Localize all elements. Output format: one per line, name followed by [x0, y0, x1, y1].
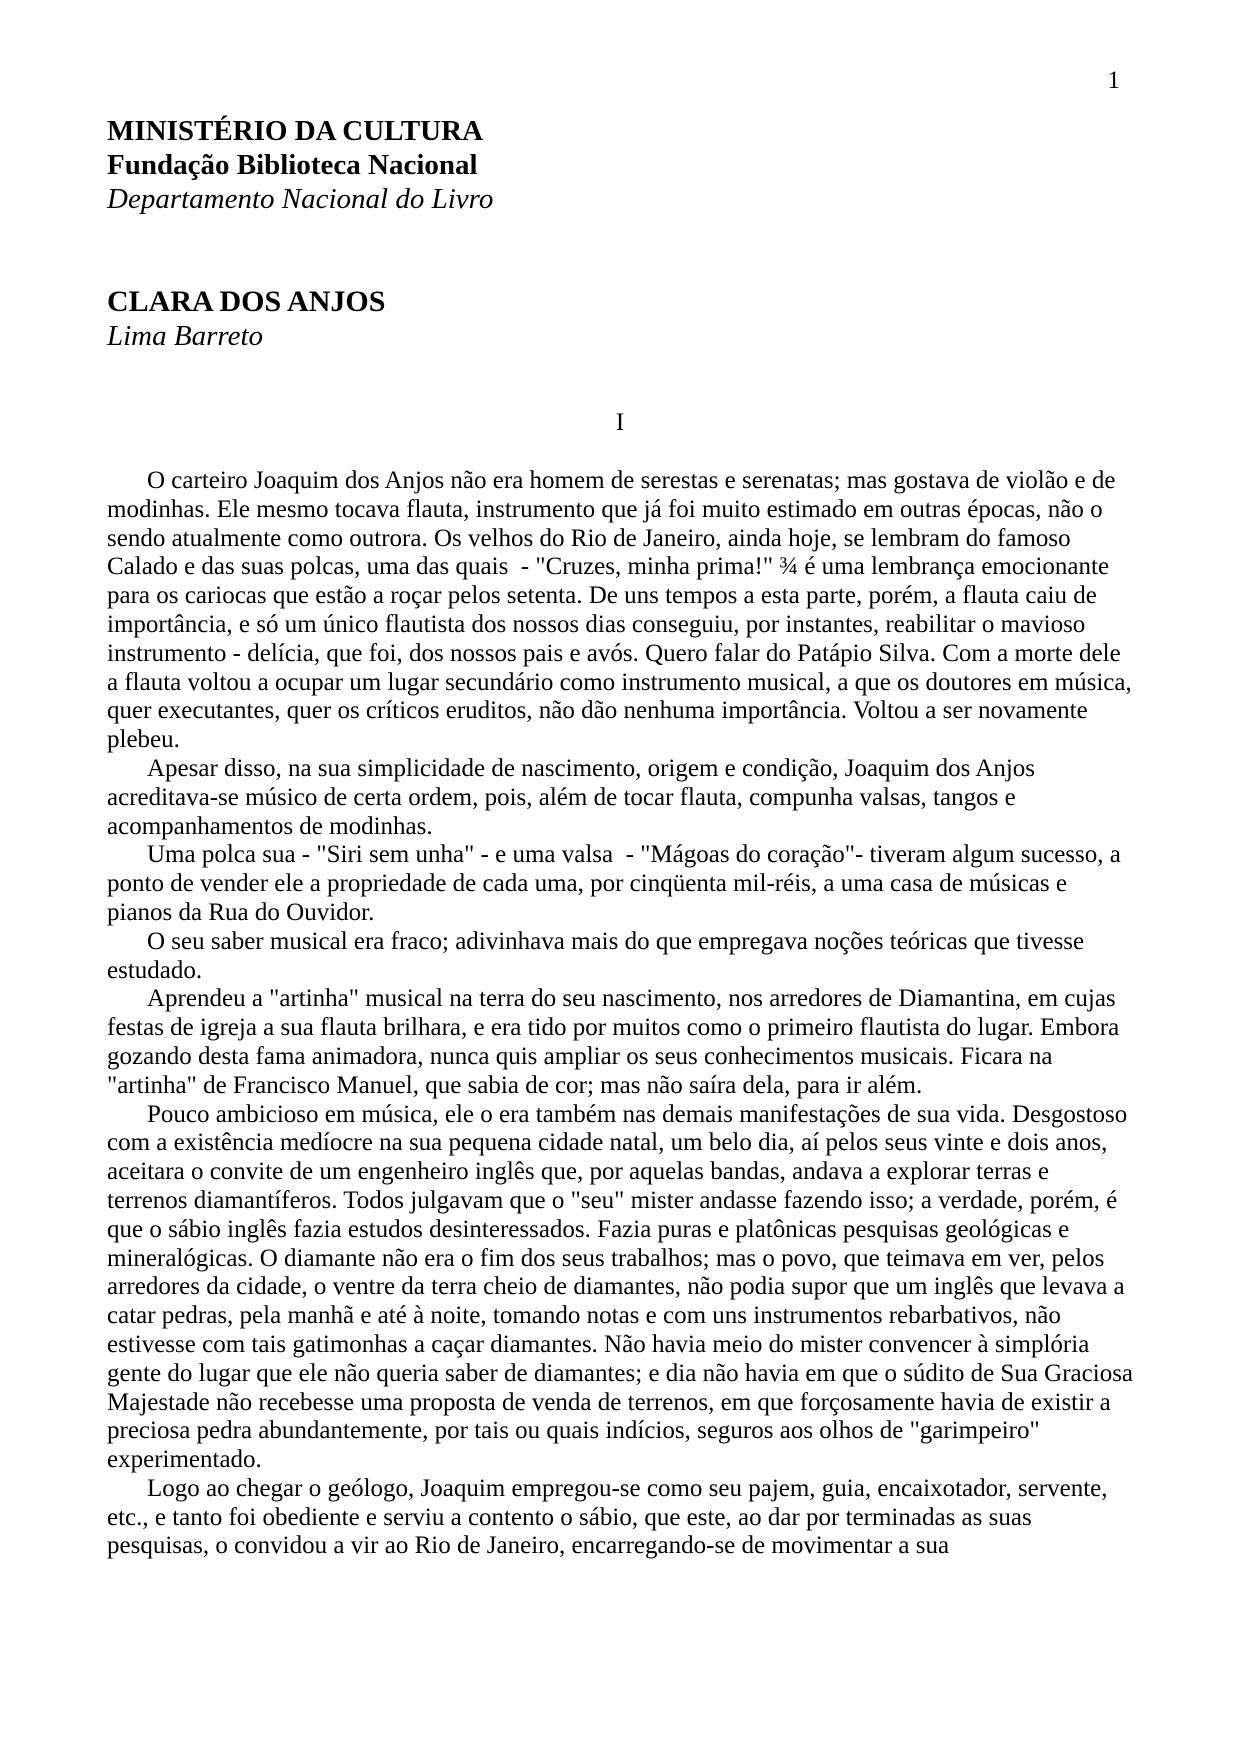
paragraph: Logo ao chegar o geólogo, Joaquim empregou-se como seu pajem, guia, encaixotador, servente, etc., e tanto foi obediente e serviu a contento o sábio, que este, ao dar por terminadas as suas pesquisas, o convidou a vir ao Rio de Janeiro, encarregando-se de movimentar a sua [107, 1474, 1114, 1560]
department-name: Departamento Nacional do Livro [107, 183, 494, 215]
paragraph: Pouco ambicioso em música, ele o era também nas demais manifestações de sua vida. Desgostoso com a existência medíocre na sua pequena cidade natal, um belo dia, aí pelos seus vinte e dois anos, aceitara o convite de um engenheiro inglês que, por aquelas bandas, andava a explorar terras e terrenos diamantíferos. Todos julgavam que o "seu" mister andasse fazendo isso; a verdade, porém, é que o sábio inglês fazia estudos desinteressados. Fazia puras e platônicas pesquisas geológicas e mineralógicas. O diamante não era o fim dos seus trabalhos; mas o povo, que teimava em ver, pelos arredores da cidade, o ventre da terra cheio de diamantes, não podia supor que um inglês que levava a catar pedras, pela manhã e até à noite, tomando notas e com uns instrumentos rebarbativos, não estivesse com tais gatimonhas a caçar diamantes. Não havia meio do mister convencer à simplória gente do lugar que ele não queria saber de diamantes; e dia não havia em que o súdito de Sua Graciosa Majestade não recebesse uma proposta de venda de terrenos, em que forçosamente havia de existir a preciosa pedra abundantemente, por tais ou quais indícios, seguros aos olhos de "garimpeiro" experimentado. [107, 1100, 1140, 1474]
body-text [107, 467, 1140, 1561]
ministry-name: MINISTÉRIO DA CULTURA [107, 115, 484, 147]
paragraph: Apesar disso, na sua simplicidade de nascimento, origem e condição, Joaquim dos Anjos acreditava-se músico de certa ordem, pois, além de tocar flauta, compunha valsas, tangos e acompanhamentos de modinhas. [107, 754, 1042, 840]
title-block [107, 285, 1133, 353]
paragraph: O carteiro Joaquim dos Anjos não era homem de serestas e serenatas; mas gostava de violão e de modinhas. Ele mesmo tocava flauta, instrumento que já foi muito estimado em outras épocas, não o sendo atualmente como outrora. Os velhos do Rio de Janeiro, ainda hoje, se lembram do famoso Calado e das suas polcas, uma das quais - "Cruzes, minha prima!" ¾ é uma lembrança emocionante para os cariocas que estão a roçar pelos setenta. De uns tempos a esta parte, porém, a flauta caiu de importância, e só um único flautista dos nossos dias conseguiu, por instantes, reabilitar o mavioso instrumento - delícia, que foi, dos nossos pais e avós. Quero falar do Patápio Silva. Com a morte dele a flauta voltou a ocupar um lugar secundário como instrumento musical, a que os doutores em música, quer executantes, quer os críticos eruditos, não dão nenhuma importância. Voltou a ser novamente plebeu. [107, 467, 1138, 754]
foundation-name: Fundação Biblioteca Nacional [107, 149, 478, 181]
book-title: CLARA DOS ANJOS [107, 285, 386, 318]
chapter-heading: I [615, 409, 625, 436]
paragraph: O seu saber musical era fraco; adivinhava mais do que empregava noções teóricas que tivesse estudado. [107, 927, 1091, 984]
paragraph: Uma polca sua - "Siri sem unha" - e uma valsa - "Mágoas do coração"- tiveram algum sucesso, a ponto de vender ele a propriedade de cada uma, por cinqüenta mil-réis, a uma casa de músicas e pianos da Rua do Ouvidor. [107, 841, 1128, 926]
page-number: 1 [1107, 67, 1120, 94]
author-name: Lima Barreto [107, 320, 264, 352]
letterhead [107, 0, 1133, 216]
paragraph: Aprendeu a "artinha" musical na terra do seu nascimento, nos arredores de Diamantina, em cujas festas de igreja a sua flauta brilhara, e era tido por muitos como o primeiro flautista do lugar. Embora gozando desta fama animadora, nunca quis ampliar os seus conhecimentos musicais. Ficara na "artinha" de Francisco Manuel, que sabia de cor; mas não saíra dela, para ir além. [107, 985, 1126, 1099]
